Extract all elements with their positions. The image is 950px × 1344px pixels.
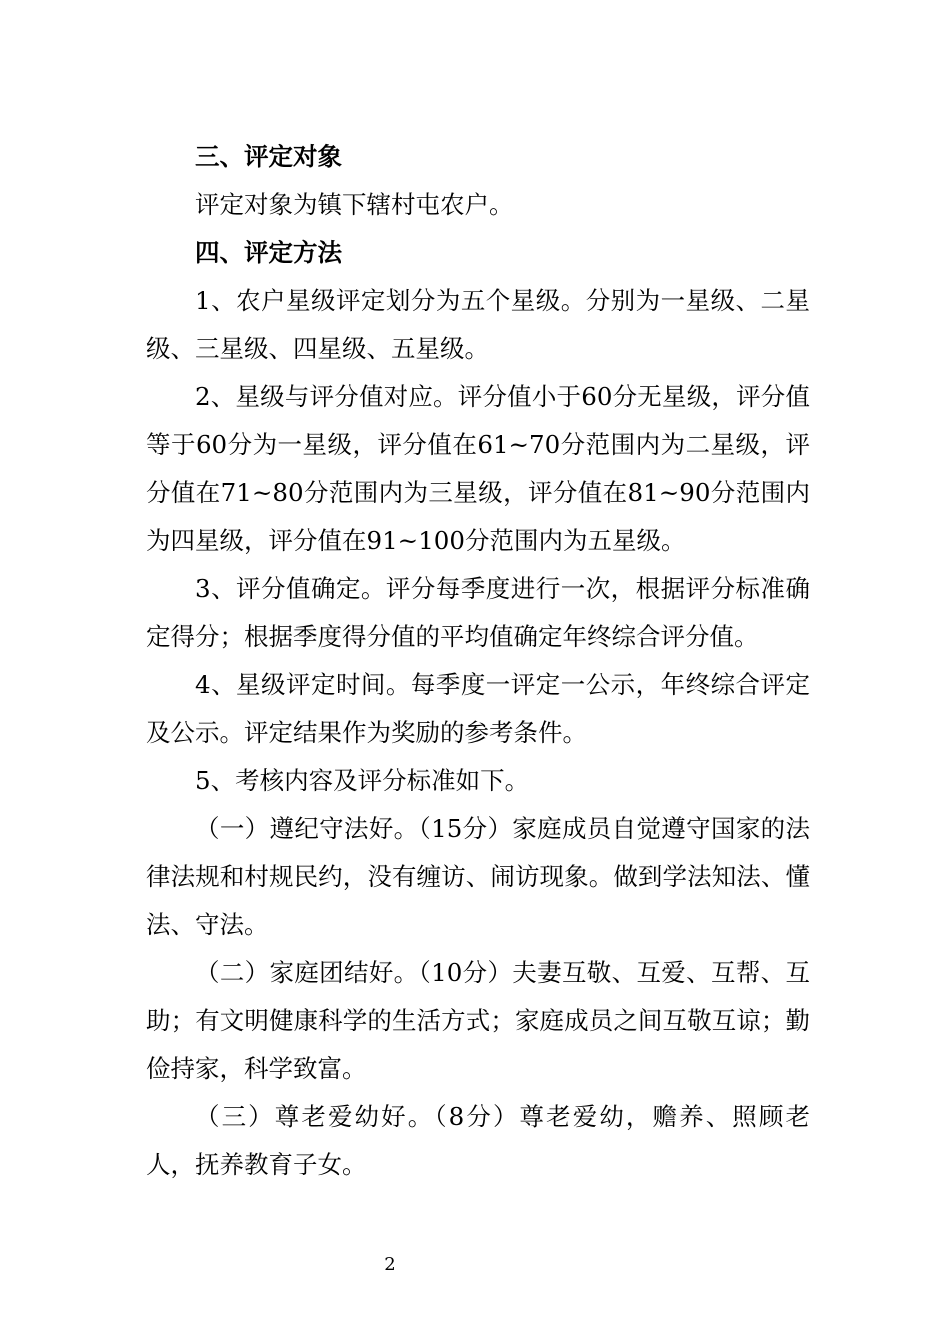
paragraph-item-1: （一）遵纪守法好。（15分）家庭成员自觉遵守国家的法律法规和村规民约，没有缠访、闹访现象。做到学法知法、懂法、守法。: [146, 814, 810, 939]
paragraph-method-1: 1、农户星级评定划分为五个星级。分别为一星级、二星级、三星级、四星级、五星级。: [146, 286, 810, 363]
paragraph-method-5: 5、考核内容及评分标准如下。: [195, 766, 530, 795]
paragraph-method-3: 3、评分值确定。评分每季度进行一次，根据评分标准确定得分；根据季度得分值的平均值确定年终综合评分值。: [146, 574, 810, 651]
paragraph-evaluation-target: 评定对象为镇下辖村屯农户。: [195, 190, 514, 219]
paragraph-item-2: （二）家庭团结好。（10分）夫妻互敬、互爱、互帮、互助；有文明健康科学的生活方式；家庭成员之间互敬互谅；勤俭持家，科学致富。: [146, 958, 810, 1083]
page-number: 2: [384, 1254, 396, 1275]
paragraph-method-2: 2、星级与评分值对应。评分值小于60分无星级，评分值等于60分为一星级，评分值在61~70分范围内为二星级，评分值在71~80分范围内为三星级，评分值在81~90分范围内为四星级，评分值在91~100分范围内为五星级。: [146, 382, 810, 555]
document-body: [146, 133, 810, 1189]
paragraph-method-4: 4、星级评定时间。每季度一评定一公示，年终综合评定及公示。评定结果作为奖励的参考条件。: [146, 670, 810, 747]
paragraph-item-3: （三）尊老爱幼好。（8分）尊老爱幼，赡养、照顾老人，抚养教育子女。: [146, 1102, 810, 1179]
page-footer: [0, 1254, 950, 1276]
section-heading-evaluation-target: 三、评定对象: [195, 142, 342, 171]
section-heading-evaluation-method: 四、评定方法: [195, 238, 342, 267]
